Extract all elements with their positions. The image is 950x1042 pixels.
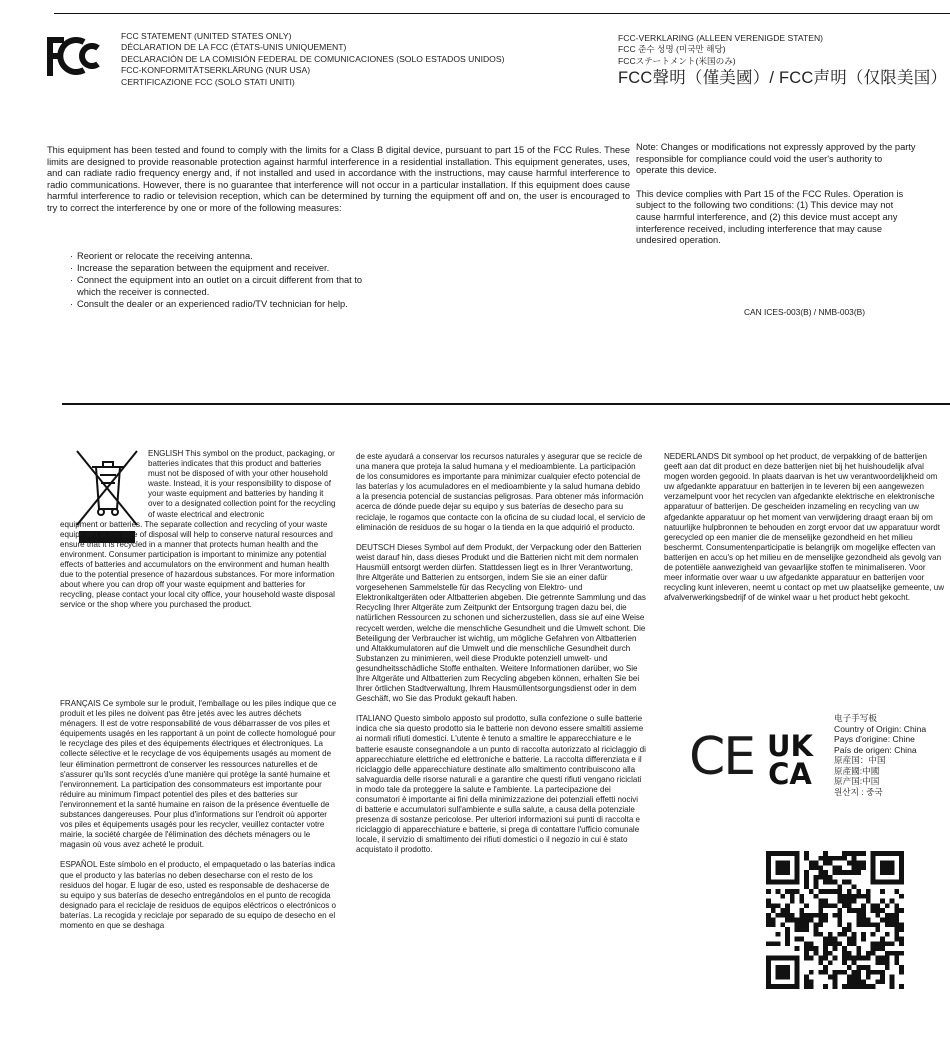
fcc-measures-list: [70, 250, 362, 310]
origin-line: Pays d'origine: Chine: [834, 734, 915, 744]
origin-line: 原产国:中国: [834, 776, 880, 786]
fcc-note-block: [636, 142, 916, 259]
fcc-title-ja: FCCステートメント(米国のみ): [618, 55, 736, 66]
country-of-origin: [834, 713, 926, 797]
fcc-title-en: FCC STATEMENT (UNITED STATES ONLY): [121, 31, 292, 41]
ices-label: CAN ICES-003(B) / NMB-003(B): [744, 307, 865, 317]
weee-deutsch: DEUTSCH Dieses Symbol auf dem Produkt, der Verpackung oder den Batterien weist darauf hin, dass dieses Produkt und die Batterien nicht mit dem normalen Hausmüll entsorgt werden dürfen. Stattdessen liegt es in Ihrer Verantwortung, Ihre Altgeräte und Batterien zu entsorgen, indem Sie sie an einer dafür vorgesehenen Sammelstelle für das Recycling von Elektro- und Elektronikaltgeräten oder Altbatterien abgeben. Die getrennte Sammlung und das Recycling Ihrer Altgeräte zum Zeitpunkt der Entsorgung tragen dazu bei, die natürlichen Ressourcen zu schonen und sicherzustellen, dass sie auf eine Weise recycelt werden, welche die menschliche Gesundheit und die Umwelt schont. Die Beteiligung der Verbraucher ist wichtig, um mögliche Gefahren von Altbatterien und Altakkumulatoren auf die Umwelt und die menschliche Gesundheit durch Substanzen zu minimieren, weil diese Produkte potenziell umwelt- und gesundheitsschädliche Stoffe enthalten. Weitere Informationen darüber, wo Sie Ihre Altgeräte und Altbatterien zum Recycling abgeben können, erhalten Sie bei Ihrer örtlichen Stadtverwaltung, Ihrem Hausmüllentsorgungsdienst oder in dem Geschäft, wo Sie das Produkt gekauft haben.: [356, 542, 646, 704]
top-rule: [54, 13, 950, 14]
fcc-title-it: CERTIFICAZIONE FCC (SOLO STATI UNITI): [121, 76, 295, 87]
measure-item: · Connect the equipment into an outlet on a circuit different from that to: [70, 274, 362, 286]
modification-note: Note: Changes or modifications not expressly approved by the party responsible for compliance could void the user's authority to operate this device.: [636, 142, 916, 176]
measure-item: · Reorient or relocate the receiving antenna.: [70, 250, 362, 262]
fcc-title-fr: DÉCLARATION DE LA FCC (ÉTATS-UNIS UNIQUEMENT): [121, 42, 347, 53]
fcc-titles-right: [618, 33, 947, 88]
qr-code-icon: [766, 851, 904, 989]
weee-english-intro: ENGLISH This symbol on the product, packaging, or batteries indicates that this product and batteries must not be disposed of with your other household waste. Instead, it is your responsibility to dispose of your waste equipment and batteries by handing it over to a designated collection point for the recycling of waste electrical and electronic: [148, 449, 336, 519]
origin-line: 원산지 : 중국: [834, 786, 883, 797]
weee-nederlands: NEDERLANDS Dit symbool op het product, de verpakking of de batterijen geeft aan dat dit product en deze batterijen niet bij het huishoudelijk afval mogen worden gegooid. In plaats daarvan is het uw verantwoordelijkheid om uw afgedankte apparatuur en batterijen in te leveren bij een aangewezen verzamelpunt voor het recyclen van afgedankte elektrische en elektronische apparatuur of batterijen. De gescheiden inzameling en recycling van uw afgedankte apparatuur op het moment van verwijdering draagt eraan bij om natuurlijke hulpbronnen te behouden en zorgt ervoor dat uw apparatuur wordt gerecycled op een manier die de menselijke gezondheid en het milieu beschermt. Consumentenparticipatie is belangrijk om mogelijke effecten van batterijen en accu's op het milieu en de menselijke gezondheid als gevolg van de potentiële aanwezigheid van gevaarlijke stoffen te minimaliseren. Voor meer informatie over waar u uw afgedankte apparatuur en batterijen voor recycling kunt inleveren, neemt u contact op met uw plaatselijke gemeente, uw afvalverwerkingsbedrijf of de winkel waar u het product hebt gekocht.: [664, 452, 945, 603]
weee-column-1: [60, 699, 340, 941]
fcc-title-de: FCC-KONFORMITÄTSERKLÄRUNG (NUR USA): [121, 65, 311, 76]
fcc-title-zh: FCC聲明（僅美國）/ FCC声明（仅限美国）: [618, 69, 948, 88]
weee-italiano: ITALIANO Questo simbolo apposto sul prodotto, sulla confezione o sulle batterie indica che sia questo prodotto sia le batterie non devono essere smaltiti assieme ai normali rifiuti domestici. L'utente è tenuto a smaltire le apparecchiature e le batterie esauste consegnandole a un punto di raccolta autorizzato al riciclaggio di apparecchiature elettriche ed elettroniche e batterie. La raccolta differenziata e il riciclaggio delle apparecchiature destinate allo smaltimento contribuiscono alla salvaguardia delle risorse naturali e a garantire che questi rifiuti vengano riciclati in modo tale da proteggere la salute e l'ambiente. La partecipazione dei consumatori è importante ai fini della minimizzazione dei potenziali effetti nocivi di batterie e accumulatori sull'ambiente e sulla salute, a causa della potenziale presenza di sostanze pericolose. Per ulteriori informazioni sui punti di raccolta e riciclaggio di apparecchiature e batterie, si prega di contattare l'ufficio comunale locale, il servizio di smaltimento dei rifiuti domestici o il negozio in cui è stato acquistato il prodotto.: [356, 714, 646, 855]
measure-item: · Increase the separation between the equipment and receiver.: [70, 262, 362, 274]
weee-espanol-continued: de este ayudará a conservar los recursos naturales y asegurar que se recicle de una manera que proteja la salud humana y el medioambiente. La participación de los consumidores es importante para minimizar cualquier efecto potencial de las baterías y los acumuladores en el medioambiente y la salud humana debido a la presencia potencial de sustancias peligrosas. Para obtener más información acerca de dónde puede dejar su equipo y sus baterías de desecho para su reciclaje, le rogamos que contacte con la oficina de su ciudad local, el servicio de eliminación de residuos de su hogar o la tienda en la que adquirió el producto.: [356, 452, 646, 532]
fcc-title-nl: FCC-VERKLARING (ALLEEN VERENIGDE STATEN): [618, 33, 824, 43]
origin-line: Country of Origin: China: [834, 723, 927, 734]
fcc-title-ko: FCC 준수 성명 (미국만 해당): [618, 44, 726, 55]
measure-item-continued: which the receiver is connected.: [77, 287, 210, 298]
origin-line: 原產國:中國: [834, 765, 880, 776]
section-rule: [62, 403, 950, 405]
weee-column-3: [664, 452, 946, 613]
fcc-title-es: DECLARACIÓN DE LA COMISIÓN FEDERAL DE COMUNICACIONES (SOLO ESTADOS UNIDOS): [121, 53, 505, 64]
weee-column-2: [356, 452, 646, 866]
weee-english: [60, 449, 340, 611]
weee-espanol: ESPAÑOL Este símbolo en el producto, el empaquetado o las baterías indica que el producto y las baterías no deben desecharse con el resto de los residuos del hogar. E lugar de eso, usted es responsable de deshacerse de su equipo y sus baterías de desecho entregándolos en el punto de recogida designado para el reciclaje de residuos de equipos eléctricos o electrónicos o baterías. La recogida y reciclaje por separado de su equipo de desecho en el momento en que se deshaga: [60, 860, 336, 930]
fcc-titles-left: [121, 31, 504, 88]
weee-english-rest: equipment or batteries. The separate collection and recycling of your waste equipment at the time of disposal will help to conserve natural resources and ensure that it is recycled in a manner that protects human health and the environment. Consumer participation is important to minimize any potential effects of batteries and accumulators on the environment and human health due to the potential presence of hazardous substances. For more information about where you can drop off your waste equipment and batteries for recycling, please contact your local city office, your household waste disposal service or the shop where you purchased the product.: [60, 519, 335, 610]
part15-compliance: This device complies with Part 15 of the FCC Rules. Operation is subject to the following two conditions: (1) This device may not cause harmful interference, and (2) this device must accept any interference received, including interference that may cause undesired operation.: [636, 188, 904, 246]
fcc-logo-icon: [46, 34, 106, 78]
ukca-top: UK: [766, 731, 814, 763]
origin-line: 原産国：中国: [834, 755, 886, 765]
origin-line: 电子手写板: [834, 713, 877, 723]
ukca-bottom: CA: [768, 757, 812, 787]
origin-line: País de origen: China: [834, 744, 917, 755]
weee-francais: FRANÇAIS Ce symbole sur le produit, l'emballage ou les piles indique que ce produit et les piles ne doivent pas être jetés avec les autres déchets ménagers. Il est de votre responsabilité de vous débarrasser de vos piles et équipements usagés en les rapportant à un point de collecte homologué pour le recyclage des piles et des équipements électriques et électroniques. La collecte sélective et le recyclage de vos équipements usagés au moment de leur élimination permettront de conserver les ressources naturelles et de s'assurer qu'ils sont recyclés d'une manière qui protège la santé humaine et l'environnement. La participation des consommateurs est importante pour réduire au minimum l'impact potentiel des piles et des batteries sur l'environnement et la santé humaine en raison de la présence éventuelle de substances dangereuses. Pour plus d'informations sur l'endroit où apporter vos piles et équipements usagés pour les recycler, veuillez contacter votre mairie, la société chargée de l'élimination des déchets ménagers ou le magasin où vous avez acheté le produit.: [60, 699, 337, 850]
fcc-statement-body: This equipment has been tested and found to comply with the limits for a Class B digital device, pursuant to part 15 of the FCC Rules. These limits are designed to provide reasonable protection against harmful interference in a residential installation. This equipment generates, uses, and can radiate radio frequency energy and, if not installed and used in accordance with the instructions, may cause harmful interference to radio communications. However, there is no guarantee that interference will not occur in a particular installation. If this equipment does cause harmful interference to radio or television reception, which can be determined by turning the equipment off and on, the user is encouraged to try to correct the interference by one or more of the following measures:: [47, 145, 630, 213]
ce-mark: CE: [689, 727, 755, 787]
measure-item: · Consult the dealer or an experienced radio/TV technician for help.: [70, 298, 362, 310]
ukca-mark: [762, 731, 818, 787]
